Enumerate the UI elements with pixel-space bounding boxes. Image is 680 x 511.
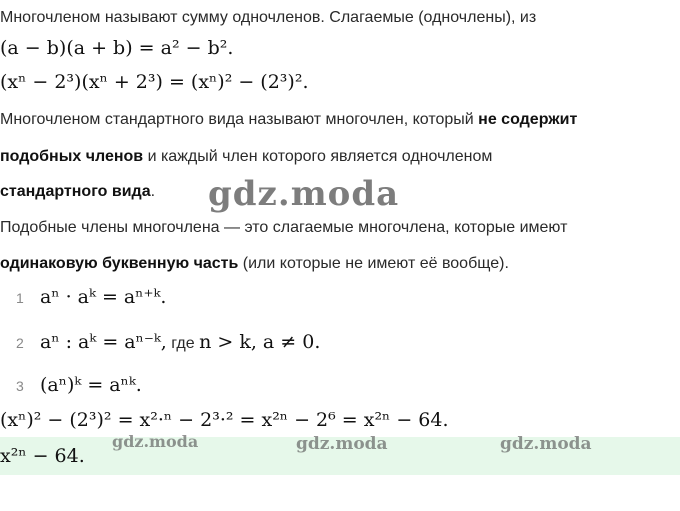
standard-form-definition-line1 xyxy=(0,110,577,130)
solution-formula: (xⁿ)² − (2³)² = x²·ⁿ − 2³·² = x²ⁿ − 2⁶ = x²ⁿ − 64. xyxy=(0,409,449,431)
standard-form-definition-line3 xyxy=(0,182,155,202)
similar-terms-definition-line1: Подобные члены многочлена — это слагаемые многочлена, которые имеют xyxy=(0,219,568,236)
definition-bold: одинаковую буквенную часть xyxy=(0,255,239,272)
watermark-logo: gdz.moda xyxy=(296,434,388,454)
rule-formula: aⁿ · aᵏ = aⁿ⁺ᵏ. xyxy=(40,286,167,308)
similar-terms-definition-line2 xyxy=(0,254,509,274)
rule-number: 2 xyxy=(16,335,24,351)
example-formula-1: (a − b)(a + b) = a² − b². xyxy=(0,37,234,59)
rule-item-1 xyxy=(0,285,166,309)
rule-item-2 xyxy=(0,330,320,354)
rule-number: 1 xyxy=(16,290,24,306)
watermark-logo: gdz.moda xyxy=(112,432,199,451)
rule-formula: aⁿ : aᵏ = aⁿ⁻ᵏ, xyxy=(40,331,167,353)
definition-text: . xyxy=(150,183,156,200)
watermark-logo: gdz.moda xyxy=(208,174,400,214)
definition-text: Многочленом стандартного вида называют многочлен, который xyxy=(0,111,479,128)
definition-bold: не содержит xyxy=(478,111,578,128)
rule-condition: n > k, a ≠ 0. xyxy=(199,331,321,353)
rule-where-text: где xyxy=(166,335,200,352)
rule-formula: (aⁿ)ᵏ = aⁿᵏ. xyxy=(40,374,142,396)
example-formula-2: (xⁿ − 2³)(xⁿ + 2³) = (xⁿ)² − (2³)². xyxy=(0,71,309,93)
standard-form-definition-line2 xyxy=(0,147,492,167)
definition-text: и каждый член которого является одночленом xyxy=(143,148,493,165)
rule-number: 3 xyxy=(16,378,24,394)
watermark-logo: gdz.moda xyxy=(500,434,592,454)
intro-text: Многочленом называют сумму одночленов. Слагаемые (одночлены), из xyxy=(0,9,537,26)
definition-bold: подобных членов xyxy=(0,148,144,165)
answer-formula: x²ⁿ − 64. xyxy=(0,445,85,467)
definition-bold: стандартного вида xyxy=(0,183,151,200)
rule-item-3 xyxy=(0,373,142,397)
definition-text: (или которые не имеют её вообще). xyxy=(238,255,509,272)
